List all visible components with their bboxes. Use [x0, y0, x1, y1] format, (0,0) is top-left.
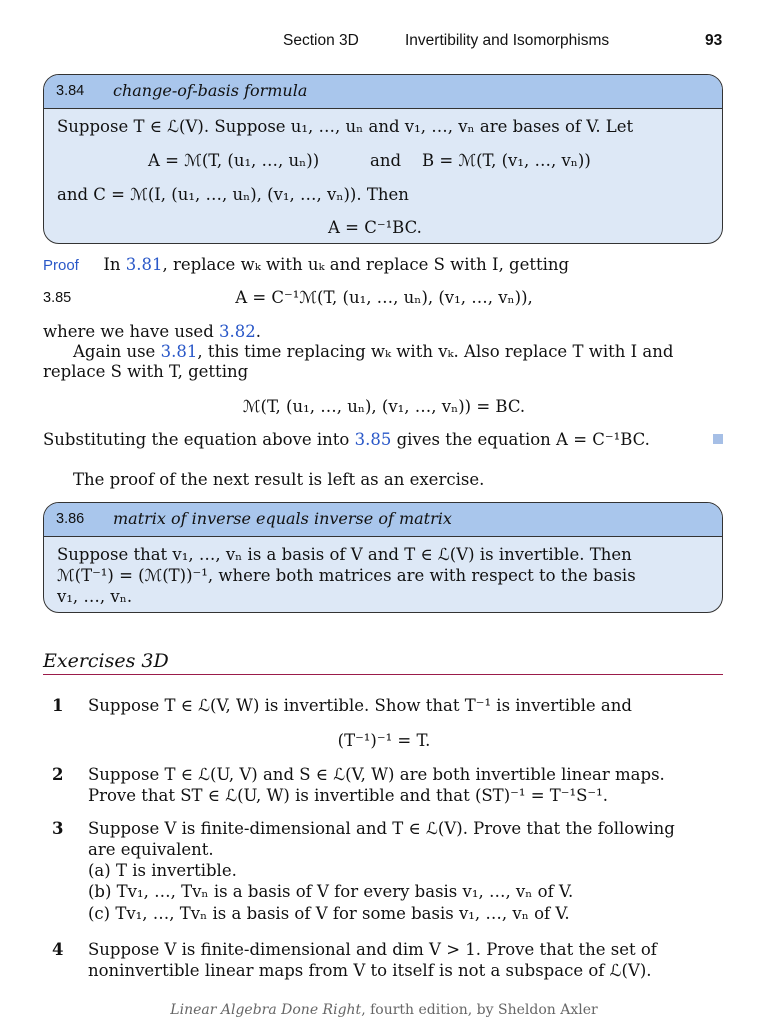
theorem-equation-a: A = ℳ(T, (u₁, …, uₙ)) — [148, 151, 320, 170]
theorem-conclusion: A = C⁻¹BC. — [328, 218, 422, 237]
proof-line-4: replace S with T, getting — [43, 362, 249, 381]
exercise-number: 3 — [52, 819, 64, 838]
proof-text: Substituting the equation above into — [43, 430, 355, 449]
theorem-number: 3.86 — [56, 511, 85, 527]
theorem-title: change-of-basis formula — [113, 81, 308, 100]
theorem-box-header — [44, 75, 722, 109]
exercise-subitem: (a) T is invertible. — [88, 861, 237, 880]
proof-line-5 — [43, 430, 650, 449]
exercise-text: Suppose T ∈ ℒ(U, V) and S ∈ ℒ(V, W) are both invertible linear maps. — [88, 765, 665, 784]
proof-line-1 — [43, 255, 569, 274]
theorem-text-line: Suppose that v₁, …, vₙ is a basis of V and T ∈ ℒ(V) is invertible. Then — [57, 545, 632, 564]
theorem-box-3-84 — [43, 74, 723, 244]
proof-label: Proof — [43, 257, 79, 274]
proof-text: , replace wₖ with uₖ and replace S with I, getting — [162, 255, 570, 274]
exercise-number: 2 — [52, 765, 64, 784]
page-footer — [0, 1002, 768, 1018]
exercise-number: 4 — [52, 940, 64, 959]
proof-text: Again use — [73, 342, 161, 361]
proof-text: where we have used — [43, 322, 220, 341]
footer-credit: , fourth edition, by Sheldon Axler — [361, 1002, 598, 1018]
equation-number: 3.85 — [43, 290, 72, 306]
proof-line-3 — [73, 342, 673, 361]
ref-link-3-81[interactable]: 3.81 — [125, 255, 163, 274]
equation-bc: ℳ(T, (u₁, …, uₙ), (v₁, …, vₙ)) = BC. — [242, 397, 526, 416]
theorem-box-3-86 — [43, 502, 723, 613]
theorem-text-line: ℳ(T⁻¹) = (ℳ(T))⁻¹, where both matrices are with respect to the basis — [57, 566, 636, 585]
heading-rule — [43, 674, 723, 675]
ref-link-3-82[interactable]: 3.82 — [219, 322, 256, 341]
proof-text: In — [103, 255, 126, 274]
book-title: Linear Algebra Done Right — [170, 1002, 362, 1018]
proof-text: , this time replacing wₖ with vₖ. Also replace T with I and — [197, 342, 674, 361]
proof-text: gives the equation A = C⁻¹BC. — [391, 430, 650, 449]
proof-text: . — [255, 322, 262, 341]
theorem-number: 3.84 — [56, 83, 85, 99]
exercise-text: are equivalent. — [88, 840, 214, 859]
qed-square-icon — [713, 434, 723, 444]
chapter-title: Invertibility and Isomorphisms — [405, 32, 610, 49]
exercise-number: 1 — [52, 696, 64, 715]
exercise-text: Suppose V is finite-dimensional and dim V > 1. Prove that the set of — [88, 940, 657, 959]
exercise-text: Suppose V is finite-dimensional and T ∈ ℒ(V). Prove that the following — [88, 819, 675, 838]
proof-line-2 — [43, 322, 261, 341]
running-header — [0, 32, 768, 52]
exercise-subitem: (c) Tv₁, …, Tvₙ is a basis of V for some basis v₁, …, vₙ of V. — [88, 904, 570, 923]
exercise-text: noninvertible linear maps from V to itself is not a subspace of ℒ(V). — [88, 961, 652, 980]
exercise-subitem: (b) Tv₁, …, Tvₙ is a basis of V for every basis v₁, …, vₙ of V. — [88, 882, 574, 901]
ref-link-3-81[interactable]: 3.81 — [160, 342, 198, 361]
theorem-equation-and: and — [370, 151, 402, 170]
theorem-equation-b: B = ℳ(T, (v₁, …, vₙ)) — [422, 151, 591, 170]
exercise-text: Suppose T ∈ ℒ(V, W) is invertible. Show that T⁻¹ is invertible and — [88, 696, 632, 715]
theorem-text-line: and C = ℳ(I, (u₁, …, uₙ), (v₁, …, vₙ)). Then — [57, 185, 409, 204]
exercise-text: Prove that ST ∈ ℒ(U, W) is invertible and that (ST)⁻¹ = T⁻¹S⁻¹. — [88, 786, 608, 805]
theorem-title: matrix of inverse equals inverse of matrix — [113, 509, 452, 528]
theorem-text-line: Suppose T ∈ ℒ(V). Suppose u₁, …, uₙ and v₁, …, vₙ are bases of V. Let — [57, 117, 634, 136]
exercise-equation: (T⁻¹)⁻¹ = T. — [337, 731, 431, 750]
exercises-heading: Exercises 3D — [43, 650, 169, 672]
page-number: 93 — [705, 32, 723, 49]
intro-next-result: The proof of the next result is left as an exercise. — [73, 470, 485, 489]
theorem-box-header — [44, 503, 722, 537]
ref-link-3-85[interactable]: 3.85 — [354, 430, 392, 449]
theorem-text-line: v₁, …, vₙ. — [57, 587, 133, 606]
equation-3-85: A = C⁻¹ℳ(T, (u₁, …, uₙ), (v₁, …, vₙ)), — [235, 288, 533, 307]
section-label: Section 3D — [283, 32, 359, 49]
